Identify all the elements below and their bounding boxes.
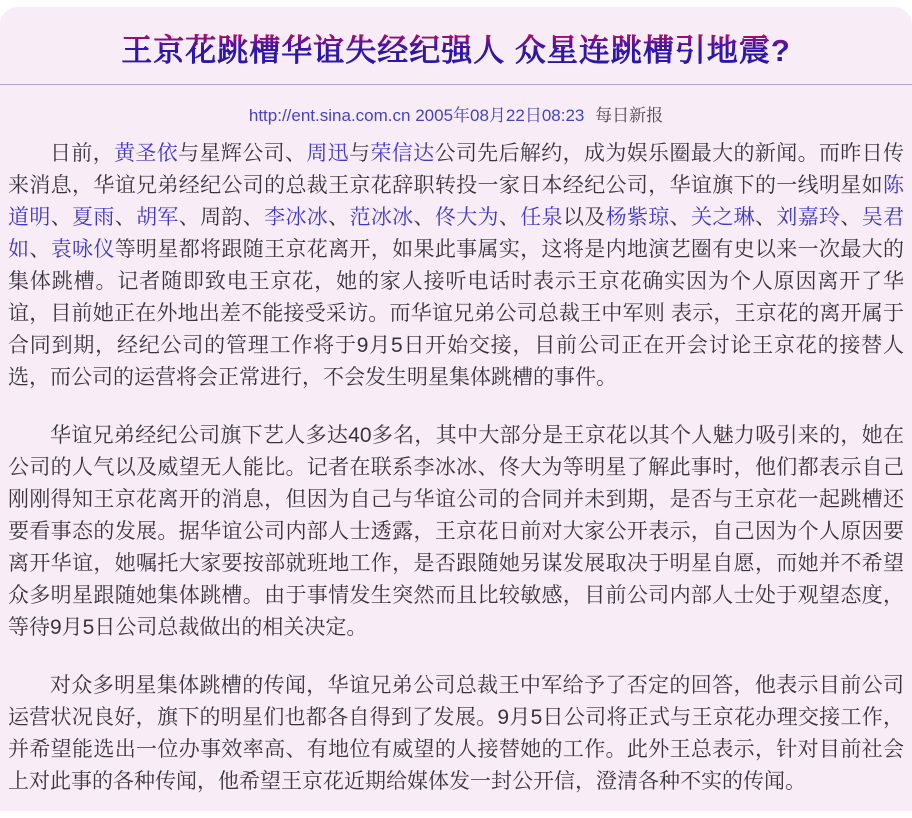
- source-url-link[interactable]: http://ent.sina.com.cn: [248, 106, 411, 125]
- paragraph-text: 与: [349, 142, 371, 165]
- star-link[interactable]: 任泉: [520, 206, 563, 229]
- paragraph-text: 、: [755, 206, 777, 229]
- star-link[interactable]: 袁咏仪: [50, 238, 115, 261]
- paragraph-text: 公司先后解约，成为娱乐圈最大的新闻。而昨日传来消息，华谊兄弟经纪公司的总裁王京花辞职转投一家日本经纪公司，华谊旗下的一线明星如: [8, 142, 905, 197]
- paragraph: [8, 138, 904, 394]
- paragraph-text: 、周韵、: [178, 206, 265, 229]
- paragraph-text: 、: [840, 206, 862, 229]
- source-name: 每日新报: [595, 106, 664, 125]
- paragraph-text: 、: [498, 206, 521, 229]
- article-body: [8, 138, 904, 798]
- star-link[interactable]: 夏雨: [72, 206, 115, 229]
- paragraph-text: 以及: [562, 206, 606, 229]
- star-link[interactable]: 刘嘉玲: [776, 206, 841, 229]
- article-title: 王京花跳槽华谊失经纪强人 众星连跳槽引地震?: [28, 25, 884, 70]
- star-link[interactable]: 李冰冰: [264, 206, 329, 229]
- paragraph-text: 、: [328, 206, 350, 229]
- star-link[interactable]: 陈道明: [8, 174, 904, 229]
- paragraph-text: 、: [50, 206, 73, 229]
- star-link[interactable]: 胡军: [136, 206, 179, 229]
- paragraph-text: 与星辉公司、: [178, 142, 307, 165]
- star-link[interactable]: 杨紫琼: [605, 206, 670, 229]
- star-link[interactable]: 周迅: [306, 142, 350, 165]
- star-link[interactable]: 关之琳: [691, 206, 756, 229]
- star-link[interactable]: 吴君如: [8, 206, 905, 261]
- paragraph-text: 、: [114, 206, 137, 229]
- star-link[interactable]: 黄圣依: [114, 142, 179, 165]
- publish-datetime: 2005年08月22日08:23: [415, 106, 585, 125]
- paragraph-text: 日前，: [50, 142, 115, 165]
- paragraph-text: 、: [29, 238, 51, 261]
- paragraph-text: 、: [413, 206, 435, 229]
- paragraph: [8, 420, 904, 644]
- star-link[interactable]: 荣信达: [370, 142, 435, 165]
- byline: [8, 101, 904, 126]
- paragraph-text: 华谊兄弟经纪公司旗下艺人多达40多名，其中大部分是王京花以其个人魅力吸引来的，她在公司的人气以及威望无人能比。记者在联系李冰冰、佟大为等明星了解此事时，他们都表示自己刚刚得知王京花离开的消息，但因为自己与华谊公司的合同并未到期，是否与王京花一起跳槽还要看事态的发展。据华谊公司内部人士透露，王京花日前对大家公开表示，自己因为个人原因要离开华谊，她嘱托大家要按部就班地工作，是否跟随她另谋发展取决于明星自愿，而她并不希望众多明星跟随她集体跳槽。由于事情发生突然而且比较敏感，目前公司内部人士处于观望态度，等待9月5日公司总裁做出的相关决定。: [8, 424, 904, 639]
- paragraph-text: 对众多明星集体跳槽的传闻，华谊兄弟公司总裁王中军给予了否定的回答，他表示目前公司运营状况良好，旗下的明星们也都各自得到了发展。9月5日公司将正式与王京花办理交接工作，并希望能选出一位办事效率高、有地位有威望的人接替她的工作。此外王总表示，针对目前社会上对此事的各种传闻，他希望王京花近期给媒体发一封公开信，澄清各种不实的传闻。: [8, 674, 904, 793]
- title-separator: [0, 84, 912, 85]
- star-link[interactable]: 佟大为: [434, 206, 499, 229]
- paragraph-text: 等明星都将跟随王京花离开，如果此事属实，这将是内地演艺圈有史以来一次最大的集体跳槽。记者随即致电王京花，她的家人接听电话时表示王京花确实因为个人原因离开了华谊，目前她正在外地出差不能接受采访。而华谊兄弟公司总裁王中军则 表示，王京花的离开属于合同到期，经纪公司的管理工作将于9月5日开始交接，目前公司正在开会讨论王京花的接替人选，而公司的运营将会正常进行，不会发生明星集体跳槽的事件。: [8, 238, 905, 389]
- paragraph: [8, 670, 904, 798]
- star-link[interactable]: 范冰冰: [349, 206, 414, 229]
- paragraph-text: 、: [669, 206, 691, 229]
- article-card: [0, 7, 912, 811]
